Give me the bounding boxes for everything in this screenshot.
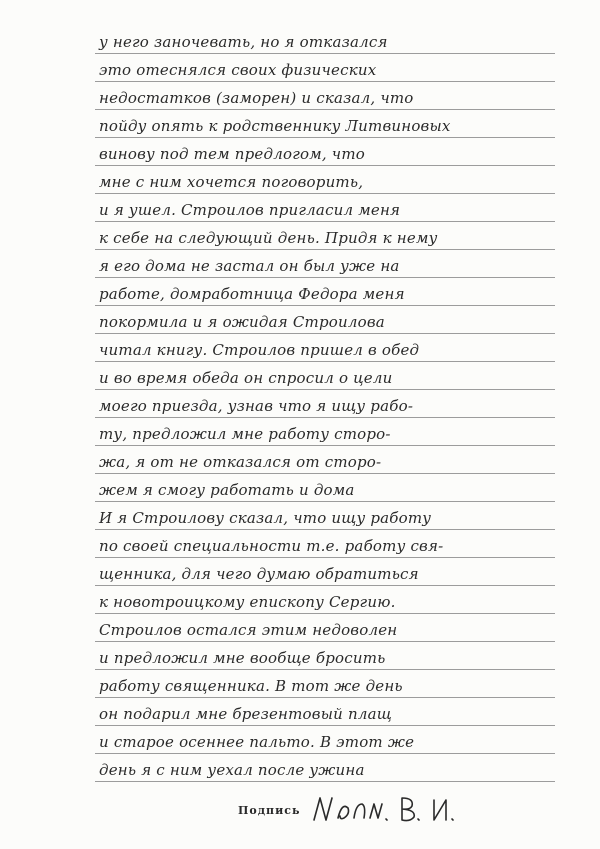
text-line [95, 192, 555, 222]
text-line [95, 500, 555, 530]
text-line [95, 220, 555, 250]
handwritten-line: он подарил мне брезентовый плащ [99, 705, 392, 723]
text-line [95, 696, 555, 726]
text-line [95, 332, 555, 362]
handwritten-line: это отеснялся своих физических [99, 61, 377, 79]
text-line [95, 584, 555, 614]
text-line [95, 640, 555, 670]
text-line [95, 528, 555, 558]
text-line [95, 304, 555, 334]
handwritten-line: к новотроицкому епископу Сергию. [99, 593, 396, 611]
handwritten-line: и во время обеда он спросил о цели [99, 369, 393, 387]
handwritten-line: Строилов остался этим недоволен [99, 621, 398, 639]
text-line [95, 556, 555, 586]
text-line [95, 724, 555, 754]
handwritten-line: жем я смогу работать и дома [99, 481, 355, 499]
handwritten-line: И я Строилову сказал, что ищу работу [99, 509, 432, 527]
signature-row [238, 790, 538, 830]
handwritten-line: работу священника. В тот же день [99, 677, 403, 695]
handwritten-line: читал книгу. Строилов пришел в обед [99, 341, 420, 359]
text-line [95, 164, 555, 194]
ruled-text-block [95, 24, 555, 784]
handwritten-line: щенника, для чего думаю обратиться [99, 565, 419, 583]
text-line [95, 108, 555, 138]
handwritten-line: и старое осеннее пальто. В этот же [99, 733, 415, 751]
text-line [95, 752, 555, 782]
text-line [95, 612, 555, 642]
text-line [95, 136, 555, 166]
handwritten-line: у него заночевать, но я отказался [99, 33, 388, 51]
handwritten-line: к себе на следующий день. Придя к нему [99, 229, 438, 247]
text-line [95, 52, 555, 82]
handwritten-line: пойду опять к родственнику Литвиновых [99, 117, 451, 135]
handwritten-line: жа, я от не отказался от сторо- [99, 453, 382, 471]
handwritten-line: мне с ним хочется поговорить, [99, 173, 364, 191]
text-line [95, 80, 555, 110]
signature-label: Подпись [238, 804, 301, 817]
handwritten-line: и предложил мне вообще бросить [99, 649, 386, 667]
handwritten-line: ту, предложил мне работу сторо- [99, 425, 391, 443]
text-line [95, 360, 555, 390]
text-line [95, 388, 555, 418]
handwritten-line: день я с ним уехал после ужина [99, 761, 365, 779]
handwritten-line: недостатков (заморен) и сказал, что [99, 89, 414, 107]
text-line [95, 248, 555, 278]
handwritten-line: винову под тем предлогом, что [99, 145, 365, 163]
text-line [95, 472, 555, 502]
handwritten-line: моего приезда, узнав что я ищу рабо- [99, 397, 414, 415]
text-line [95, 416, 555, 446]
text-line [95, 444, 555, 474]
handwritten-line: по своей специальности т.е. работу свя- [99, 537, 444, 555]
handwritten-line: покормила и я ожидая Строилова [99, 313, 385, 331]
handwritten-line: работе, домработница Федора меня [99, 285, 405, 303]
text-line [95, 668, 555, 698]
handwritten-line: и я ушел. Строилов пригласил меня [99, 201, 401, 219]
handwritten-line: я его дома не застал он был уже на [99, 257, 400, 275]
text-line [95, 276, 555, 306]
handwritten-signature [310, 790, 480, 830]
text-line [95, 24, 555, 54]
